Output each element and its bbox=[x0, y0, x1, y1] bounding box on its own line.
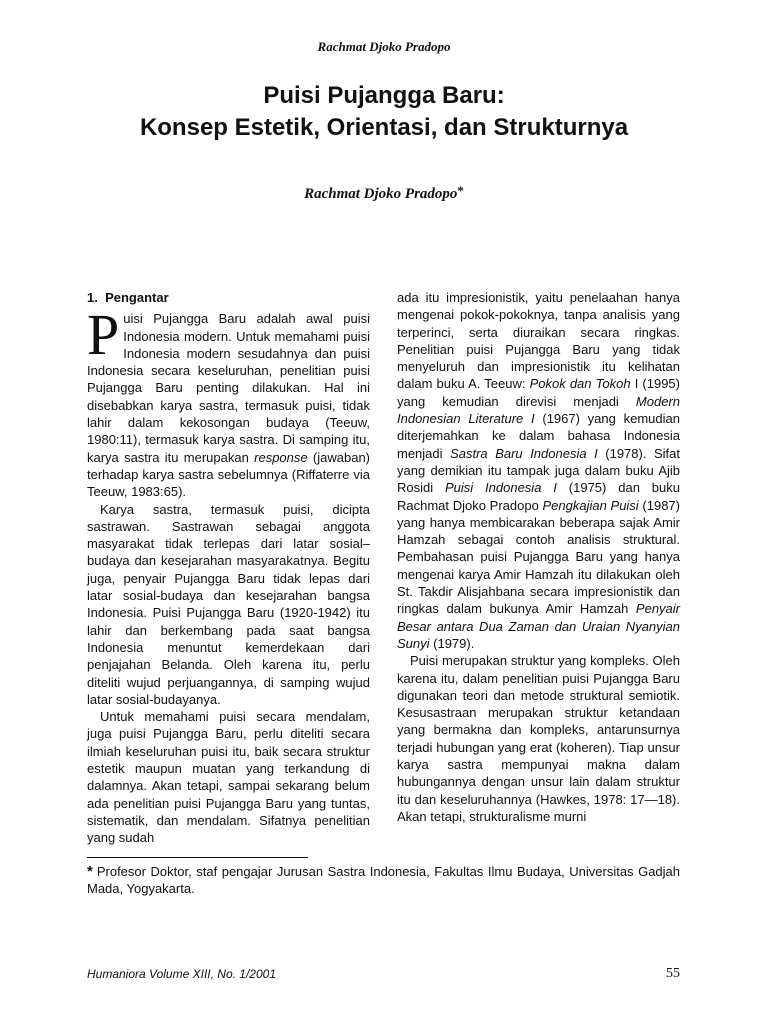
book-title: Modern Indonesian Literature I bbox=[397, 393, 680, 427]
title-line-1: Puisi Pujangga Baru: bbox=[263, 82, 505, 109]
emphasis-text: response bbox=[254, 449, 308, 465]
left-column bbox=[87, 289, 370, 847]
book-title: Pokok dan Tokoh bbox=[529, 376, 631, 392]
paragraph bbox=[87, 302, 371, 500]
article-author bbox=[0, 183, 768, 203]
journal-footer: Humaniora Volume XIII, No. 1/2001 bbox=[87, 967, 276, 981]
page-number: 55 bbox=[666, 966, 680, 981]
footnote bbox=[87, 863, 680, 898]
book-title: Puisi Indonesia I bbox=[445, 480, 557, 496]
paragraph-text: ada itu impresionistik, yaitu penelaahan hanya mengenai pokok-pokoknya, tanpa analisis yang terperinci, serta diuraikan secara ringkas. Penelitian puisi Pujangga Baru yang tidak menyeluruh dan impresionistik itu kelihatan dalam buku A. Teeuw: bbox=[397, 290, 680, 392]
right-column bbox=[397, 289, 680, 825]
paragraph-text: uisi Pujangga Baru adalah awal puisi Indonesia modern. Untuk memahami puisi Indonesia modern sesudahnya dan puisi Indonesia secara keseluruhan, penelitian puisi Pujangga Baru penting dilakukan. Hal ini disebabkan karya sastra, termasuk puisi, tidak lahir dalam kekosongan budaya (Teeuw, 1980:11), termasuk karya sastra. Di samping itu, karya sastra itu merupakan bbox=[87, 311, 370, 465]
paragraph-text: (1967) yang kemudian diterjemahkan ke dalam bahasa Indonesia menjadi bbox=[397, 411, 680, 461]
footnote-text: Profesor Doktor, staf pengajar Jurusan Sastra Indonesia, Fakultas Ilmu Budaya, Universitas Gadjah Mada, Yogyakarta. bbox=[87, 864, 680, 897]
footnote-rule bbox=[87, 857, 308, 858]
paragraph: Puisi merupakan struktur yang kompleks. Oleh karena itu, dalam penelitian puisi Pujangga Baru digunakan teori dan metode struktural semiotik. Kesusastraan merupakan struktur ketandaan yang bermakna dan kompleks, antarunsurnya terjadi hubungan yang erat (koheren). Tiap unsur karya sastra mempunyai makna dalam hubungannya dengan unsur lain dalam struktur itu dan keseluruhannya (Hawkes, 1978: 17—18). Akan tetapi, strukturalisme murni bbox=[397, 653, 680, 824]
paragraph bbox=[397, 289, 680, 652]
title-line-2: Konsep Estetik, Orientasi, dan Strukturnya bbox=[139, 114, 629, 141]
book-title: Sastra Baru Indonesia I bbox=[450, 445, 598, 461]
paragraph-text: (1978). Sifat yang demikian itu tampak juga dalam buku Ajib Rosidi bbox=[397, 445, 680, 496]
paragraph: Untuk memahami puisi secara mendalam, juga puisi Pujangga Baru, perlu diteliti secara ilmiah keseluruhan puisi itu, baik secara struktur estetik maupun muatan yang terkandung di dalamnya. Akan tetapi, sampai sekarang belum ada penelitian puisi Pujangga Baru yang tuntas, sistematik, dan mendalam. Sifatnya penelitian yang sudah bbox=[87, 709, 370, 846]
drop-cap: P bbox=[87, 302, 120, 368]
paragraph-text: (1987) yang hanya membicarakan beberapa sajak Amir Hamzah sebagai contoh analisis struktural. Pembahasan puisi Pujangga Baru yang hanya mengenai karya Amir Hamzah itu dilakukan oleh St. Takdir Alisjahbana secara impresionistik dan ringkas dalam bukunya Amir Hamzah bbox=[397, 497, 680, 617]
article-title bbox=[0, 80, 768, 144]
paragraph-text: I (1995) yang kemudian direvisi menjadi bbox=[397, 376, 680, 409]
section-heading: 1. Pengantar bbox=[87, 290, 169, 305]
running-head: Rachmat Djoko Pradopo bbox=[317, 39, 451, 54]
footnote-mark: * bbox=[87, 863, 93, 880]
book-title: Penyair Besar antara Dua Zaman dan Uraian Nyanyian Sunyi bbox=[397, 601, 680, 651]
paragraph-text: (jawaban) terhadap karya sastra sebelumnya (Riffaterre via Teeuw, 1983:65). bbox=[87, 449, 371, 500]
paragraph-text: (1975) dan buku Rachmat Djoko Pradopo bbox=[397, 480, 680, 513]
paragraph-text: (1979). bbox=[429, 635, 475, 651]
author-footnote-mark: * bbox=[457, 183, 464, 198]
author-name: Rachmat Djoko Pradopo bbox=[304, 186, 458, 202]
book-title: Pengkajian Puisi bbox=[542, 497, 639, 513]
paragraph: Karya sastra, termasuk puisi, dicipta sastrawan. Sastrawan sebagai anggota masyarakat tidak terlepas dari latar sosial–budaya dan kesejarahan masyarakatnya. Begitu juga, penyair Pujangga Baru tidak lepas dari latar sosial-budaya dan kesejarahan bangsa Indonesia. Puisi Pujangga Baru (1920-1942) itu lahir dan berkembang pada saat bangsa Indonesia menuntut kemerdekaan dari penjajahan Belanda. Oleh karena itu, perlu diteliti wujud perjuangannya, di samping wujud latar sosial-budayanya. bbox=[87, 501, 370, 707]
